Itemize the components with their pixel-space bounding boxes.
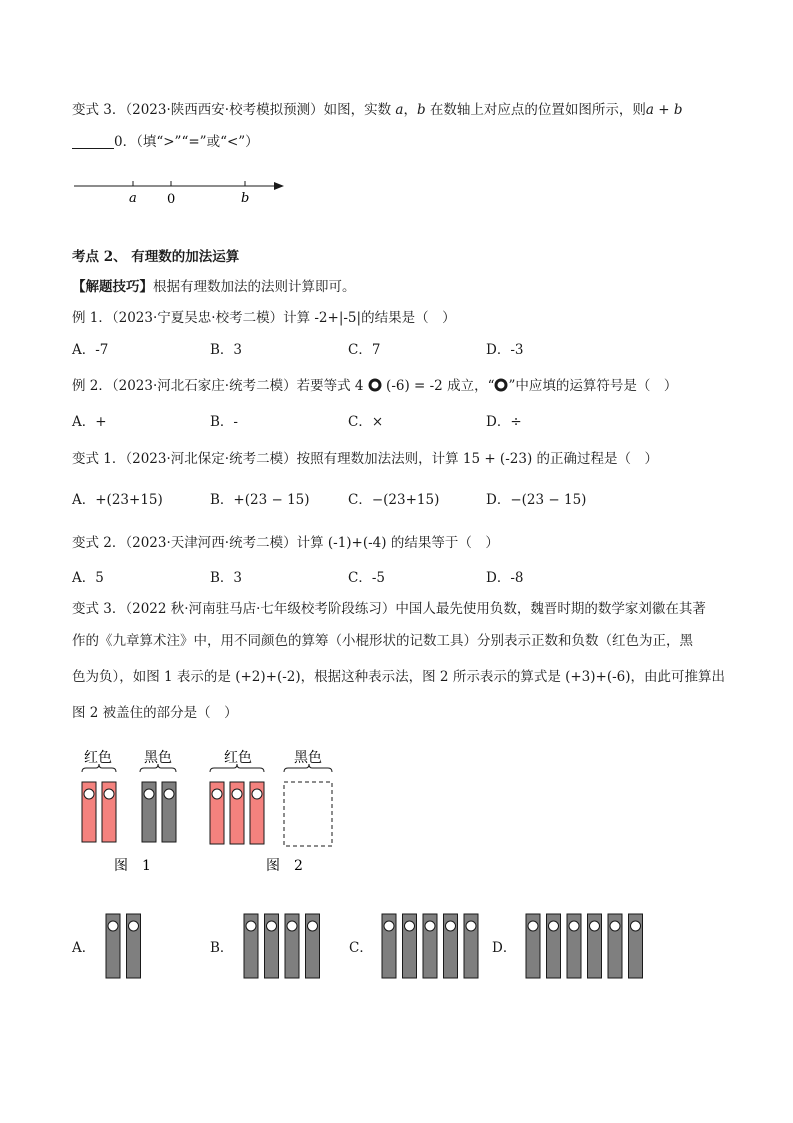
black-rod (106, 914, 120, 978)
label-zero: 0 (167, 192, 176, 207)
option-b-rods (244, 914, 320, 978)
black-rod (629, 914, 643, 978)
black-rod (444, 914, 458, 978)
ex2-option-b[interactable]: B．- (210, 414, 238, 430)
variant3a-mid: 在数轴上对应点的位置如图所示，则 (425, 102, 646, 118)
tip-label: 【解题技巧】 (72, 279, 153, 295)
ex1-option-a[interactable]: A．-7 (72, 342, 109, 358)
ex2-stem-b: (-6) = -2 成立，“ (386, 378, 495, 394)
variant3a-line1 (72, 100, 682, 120)
expr-a-plus-b: a + b (645, 102, 683, 118)
ex2-stem-a: 例 2．（2023·河北石家庄·统考二模）若要等式 4 (72, 378, 364, 394)
variant3b-line4: 图 2 被盖住的部分是（ ） (72, 705, 238, 721)
black-rod (608, 914, 622, 978)
tip-text: 根据有理数加法的法则计算即可。 (153, 279, 356, 295)
v3b-option-c-label[interactable]: C． (349, 940, 373, 956)
v2-option-c[interactable]: C．-5 (348, 570, 385, 586)
ex1-option-b[interactable]: B．3 (210, 342, 243, 358)
ex1-option-c[interactable]: C．7 (348, 342, 381, 358)
section-title: 考点 2、 有理数的加法运算 (72, 249, 240, 265)
variant3a-suffix: 0．（填“>”“=”或“<”） (114, 134, 259, 150)
ex2-stem-c: ”中应填的运算符号是（ ） (508, 378, 678, 394)
example1-stem: 例 1．（2023·宁夏吴忠·校考二模）计算 -2+|-5|的结果是（ ） (72, 310, 456, 326)
black-rod (464, 914, 478, 978)
fig2-red-rod (230, 782, 244, 844)
option-d-rods (526, 914, 643, 978)
option-c-rods (382, 914, 478, 978)
option-rods (0, 910, 793, 985)
option-a-rods (106, 914, 141, 978)
number-line (70, 172, 300, 212)
fig2-red-rod (210, 782, 224, 844)
fig1-red-label: 红色 (84, 750, 112, 766)
var-a: a (395, 102, 404, 118)
black-rod (423, 914, 437, 978)
fig1-caption: 图 1 (114, 858, 151, 874)
black-rod (285, 914, 299, 978)
black-rod (244, 914, 258, 978)
fig1-black-rod (142, 782, 156, 842)
variant2-stem: 变式 2．（2023·天津河西·统考二模）计算 (-1)+(-4) 的结果等于（ ） (72, 535, 499, 551)
black-rod (306, 914, 320, 978)
v3b-option-d-label[interactable]: D． (492, 940, 517, 956)
counting-rods-figure (70, 740, 350, 880)
variant3b-line1: 变式 3．（2022 秋·河南驻马店·七年级校考阶段练习）中国人最先使用负数，魏晋时期的数学家刘徽在其著 (72, 601, 706, 617)
black-rod (265, 914, 279, 978)
variant3b-line3: 色为负），如图 1 表示的是 (+2)+(-2)，根据这种表示法，图 2 所示表示的算式是 (+3)+(-6)，由此可推算出 (72, 669, 726, 685)
fig2-red-brace (210, 764, 264, 772)
label-a: a (129, 191, 137, 206)
comma: ， (403, 102, 417, 118)
fig1-red-rod (82, 782, 96, 842)
v1-option-d[interactable]: D．−(23 − 15) (486, 492, 587, 508)
fig1-black-rod (162, 782, 176, 842)
v2-option-b[interactable]: B．3 (210, 570, 243, 586)
black-rod (127, 914, 141, 978)
ring-symbol-icon (494, 378, 508, 392)
v3b-option-b-label[interactable]: B． (210, 940, 234, 956)
black-rod (403, 914, 417, 978)
variant3b-line2: 作的《九章算术注》中，用不同颜色的算筹（小棍形状的记数工具）分别表示正数和负数（红色为正，黑 (72, 633, 693, 649)
tip-line (72, 277, 356, 297)
label-b: b (241, 191, 250, 206)
fig2-red-rod (250, 782, 264, 844)
fig2-caption: 图 2 (266, 858, 303, 874)
example2-stem (72, 376, 677, 396)
v1-option-a[interactable]: A．+(23+15) (72, 492, 163, 508)
fig2-red-label: 红色 (224, 750, 252, 766)
v1-option-b[interactable]: B．+(23 − 15) (210, 492, 310, 508)
v3b-option-a-label[interactable]: A． (72, 940, 96, 956)
ex2-option-d[interactable]: D．÷ (486, 414, 522, 430)
fig1-black-label: 黑色 (144, 750, 172, 766)
fig2-covered-box (284, 782, 332, 846)
black-rod (526, 914, 540, 978)
black-rod (547, 914, 561, 978)
black-rod (588, 914, 602, 978)
fig2-black-label: 黑色 (294, 750, 322, 766)
variant1-stem: 变式 1．（2023·河北保定·统考二模）按照有理数加法法则，计算 15 + (-23) 的正确过程是（ ） (72, 451, 658, 467)
var-b: b (416, 102, 426, 118)
fig1-red-rod (102, 782, 116, 842)
variant3a-prefix: 变式 3．（2023·陕西西安·校考模拟预测）如图，实数 (72, 102, 392, 118)
black-rod (382, 914, 396, 978)
ex1-option-d[interactable]: D．-3 (486, 342, 524, 358)
variant3a-line2 (72, 132, 259, 152)
axis-arrow-icon (274, 182, 284, 190)
ring-symbol-icon (368, 378, 382, 392)
answer-blank[interactable] (72, 134, 114, 149)
v1-option-c[interactable]: C．−(23+15) (348, 492, 440, 508)
black-rod (567, 914, 581, 978)
ex2-option-a[interactable]: A．+ (72, 414, 107, 430)
v2-option-a[interactable]: A．5 (72, 570, 104, 586)
v2-option-d[interactable]: D．-8 (486, 570, 524, 586)
ex2-option-c[interactable]: C．× (348, 414, 384, 430)
